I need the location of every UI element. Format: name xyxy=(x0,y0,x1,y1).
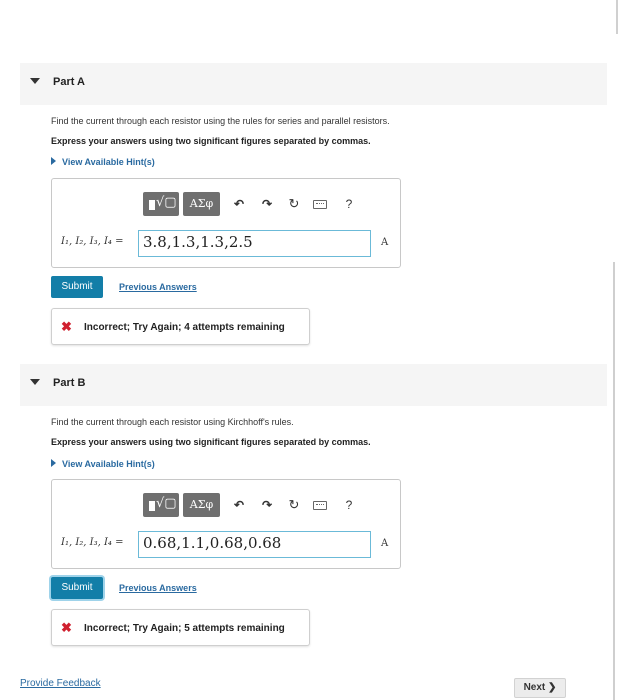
undo-icon[interactable]: ↶ xyxy=(233,197,245,211)
part-b-answer-box xyxy=(51,479,401,569)
keyboard-icon[interactable] xyxy=(311,495,329,515)
unit-label: A xyxy=(381,538,389,549)
part-a-answer-input[interactable]: 3.8,1.3,1.3,2.5 xyxy=(138,230,371,257)
feedback-message: Incorrect; Try Again; 4 attempts remaining xyxy=(84,322,285,333)
hint-label: View Available Hint(s) xyxy=(62,459,155,469)
help-button[interactable]: ? xyxy=(345,498,353,512)
caret-right-icon xyxy=(51,157,56,165)
part-b-title: Part B xyxy=(53,377,86,389)
reset-icon[interactable]: ↻ xyxy=(288,497,300,512)
radical-icon: √▢ xyxy=(156,496,177,511)
variable-label: I₁, I₂, I₃, I₄ = xyxy=(61,537,124,548)
symbols-button[interactable]: ΑΣφ xyxy=(183,192,220,216)
symbols-button[interactable]: ΑΣφ xyxy=(183,493,220,517)
feedback-message: Incorrect; Try Again; 5 attempts remaining xyxy=(84,623,285,634)
part-b-previous-answers-link[interactable]: Previous Answers xyxy=(119,583,197,593)
scrollbar-top[interactable] xyxy=(616,0,618,34)
part-b-hint-link[interactable] xyxy=(51,459,155,469)
part-b-header[interactable] xyxy=(20,364,607,406)
hint-label: View Available Hint(s) xyxy=(62,157,155,167)
undo-icon[interactable]: ↶ xyxy=(233,498,245,512)
part-a-previous-answers-link[interactable]: Previous Answers xyxy=(119,282,197,292)
templates-icon xyxy=(149,501,155,511)
keyboard-icon[interactable] xyxy=(311,194,329,214)
part-a-submit-button[interactable]: Submit xyxy=(51,276,103,298)
templates-button[interactable] xyxy=(143,192,179,216)
part-a-prompt: Find the current through each resistor using the rules for series and parallel resistors. xyxy=(51,116,390,126)
part-b-prompt: Find the current through each resistor using Kirchhoff's rules. xyxy=(51,417,294,427)
unit-label: A xyxy=(381,237,389,248)
error-x-icon: ✖ xyxy=(61,620,72,635)
help-button[interactable]: ? xyxy=(345,197,353,211)
part-a-header[interactable] xyxy=(20,63,607,105)
part-a-feedback xyxy=(51,308,310,345)
redo-icon[interactable]: ↷ xyxy=(261,197,273,211)
next-button[interactable]: Next ❯ xyxy=(514,678,566,698)
part-a-answer-box xyxy=(51,178,401,268)
variable-label: I₁, I₂, I₃, I₄ = xyxy=(61,236,124,247)
part-a-instruction: Express your answers using two significant figures separated by commas. xyxy=(51,136,371,146)
part-b-feedback xyxy=(51,609,310,646)
part-b-submit-button[interactable]: Submit xyxy=(51,577,103,599)
caret-right-icon xyxy=(51,459,56,467)
templates-button[interactable] xyxy=(143,493,179,517)
radical-icon: √▢ xyxy=(156,195,177,210)
provide-feedback-link[interactable]: Provide Feedback xyxy=(20,678,101,689)
part-b-answer-input[interactable]: 0.68,1.1,0.68,0.68 xyxy=(138,531,371,558)
part-a-hint-link[interactable] xyxy=(51,157,155,167)
caret-down-icon xyxy=(30,78,40,84)
reset-icon[interactable]: ↻ xyxy=(288,196,300,211)
scrollbar[interactable] xyxy=(613,262,615,700)
part-a-title: Part A xyxy=(53,76,85,88)
error-x-icon: ✖ xyxy=(61,319,72,334)
part-b-instruction: Express your answers using two significant figures separated by commas. xyxy=(51,437,371,447)
redo-icon[interactable]: ↷ xyxy=(261,498,273,512)
caret-down-icon xyxy=(30,379,40,385)
templates-icon xyxy=(149,200,155,210)
